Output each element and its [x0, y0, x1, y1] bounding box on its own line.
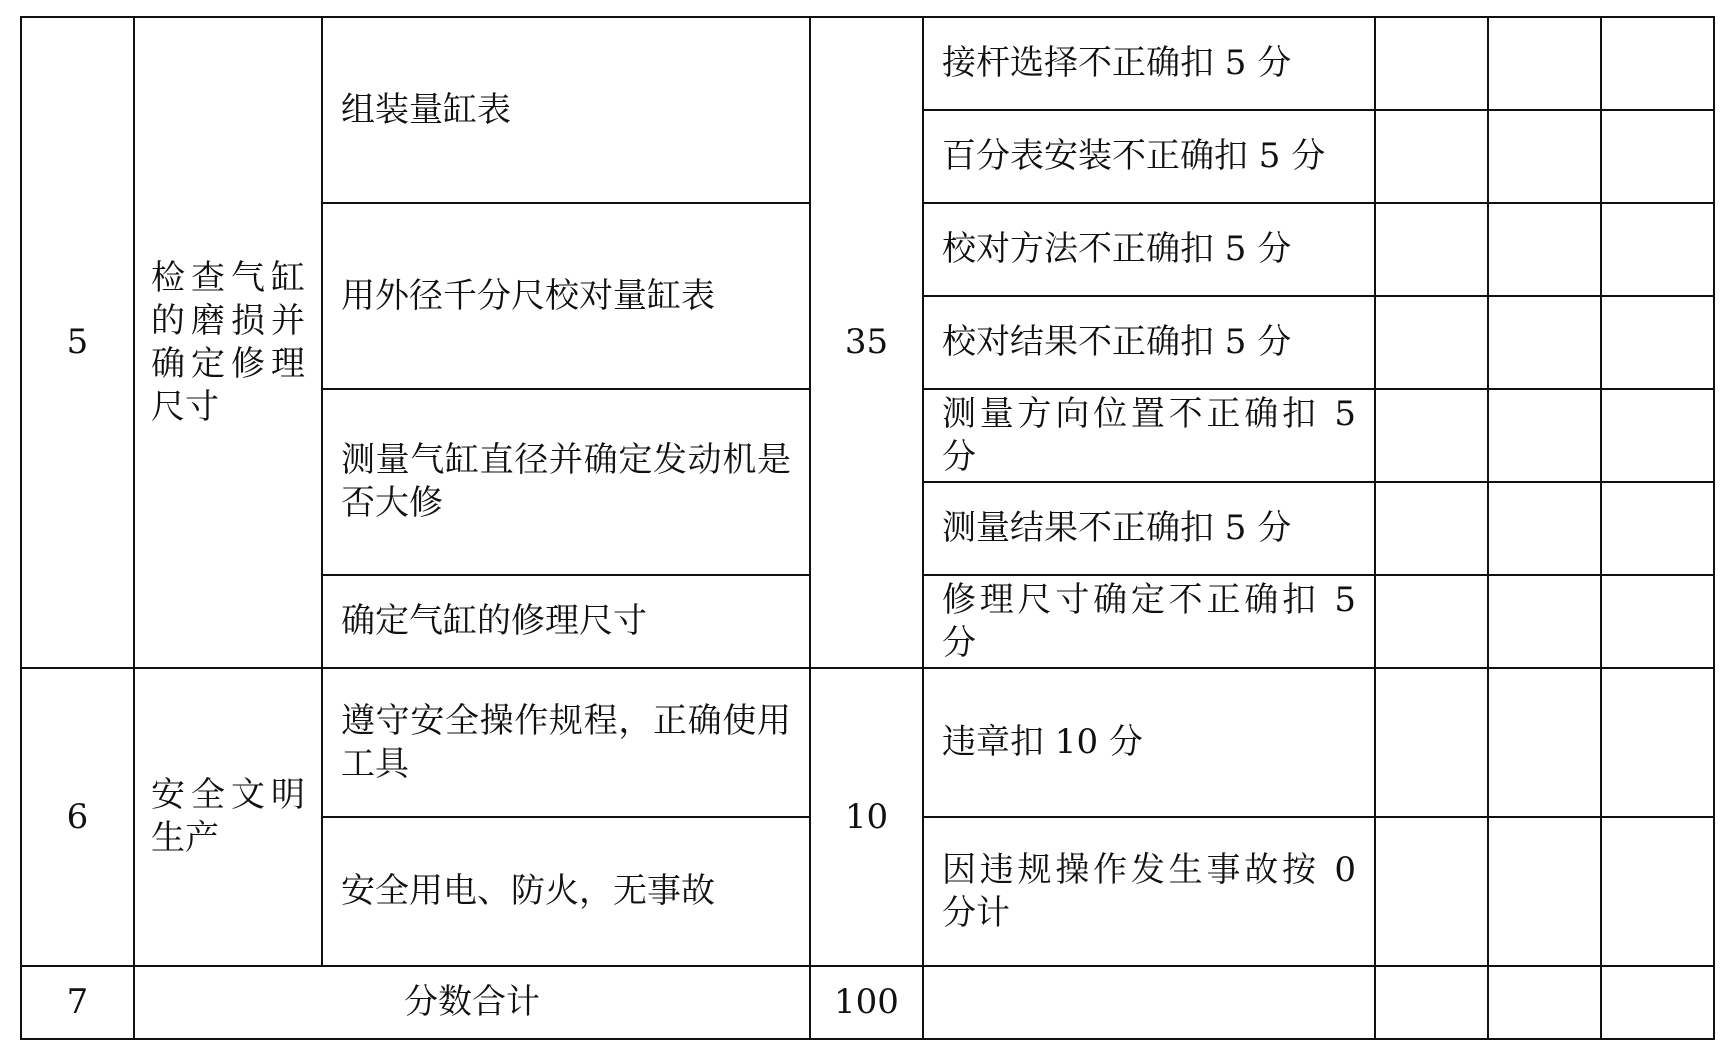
- blank-cell: [1601, 17, 1714, 110]
- scoring-criterion: 违章扣 10 分: [923, 668, 1375, 817]
- scoring-table: [20, 16, 1715, 1040]
- blank-cell: [1601, 296, 1714, 389]
- scoring-criterion: 接杆选择不正确扣 5 分: [923, 17, 1375, 110]
- blank-cell: [923, 966, 1375, 1039]
- total-label: 分数合计: [134, 966, 810, 1039]
- scoring-criterion: 因违规操作发生事故按 0 分计: [923, 817, 1375, 966]
- blank-cell: [1375, 482, 1488, 575]
- blank-cell: [1375, 389, 1488, 482]
- blank-cell: [1375, 296, 1488, 389]
- item-content: 用外径千分尺校对量缸表: [322, 203, 810, 389]
- table-row: [21, 668, 1714, 817]
- blank-cell: [1488, 966, 1601, 1039]
- blank-cell: [1601, 668, 1714, 817]
- scoring-criterion: 百分表安装不正确扣 5 分: [923, 110, 1375, 203]
- blank-cell: [1601, 110, 1714, 203]
- blank-cell: [1601, 817, 1714, 966]
- blank-cell: [1375, 17, 1488, 110]
- total-score: 100: [810, 966, 923, 1039]
- blank-cell: [1488, 668, 1601, 817]
- blank-cell: [1488, 110, 1601, 203]
- blank-cell: [1601, 575, 1714, 668]
- scoring-criterion: 测量结果不正确扣 5 分: [923, 482, 1375, 575]
- item-number: 5: [21, 17, 134, 668]
- blank-cell: [1488, 296, 1601, 389]
- blank-cell: [1601, 203, 1714, 296]
- item-content: 确定气缸的修理尺寸: [322, 575, 810, 668]
- blank-cell: [1601, 482, 1714, 575]
- blank-cell: [1375, 817, 1488, 966]
- blank-cell: [1601, 966, 1714, 1039]
- blank-cell: [1601, 389, 1714, 482]
- blank-cell: [1488, 203, 1601, 296]
- scoring-criterion: 校对结果不正确扣 5 分: [923, 296, 1375, 389]
- blank-cell: [1488, 389, 1601, 482]
- item-number: 6: [21, 668, 134, 966]
- blank-cell: [1488, 482, 1601, 575]
- item-content: 遵守安全操作规程，正确使用工具: [322, 668, 810, 817]
- blank-cell: [1375, 575, 1488, 668]
- scoring-criterion: 校对方法不正确扣 5 分: [923, 203, 1375, 296]
- item-content: 组装量缸表: [322, 17, 810, 203]
- blank-cell: [1375, 203, 1488, 296]
- item-score: 10: [810, 668, 923, 966]
- blank-cell: [1375, 668, 1488, 817]
- blank-cell: [1488, 817, 1601, 966]
- total-number: 7: [21, 966, 134, 1039]
- table-row: [21, 17, 1714, 110]
- blank-cell: [1488, 575, 1601, 668]
- item-score: 35: [810, 17, 923, 668]
- blank-cell: [1488, 17, 1601, 110]
- scoring-criterion: 测量方向位置不正确扣 5 分: [923, 389, 1375, 482]
- blank-cell: [1375, 110, 1488, 203]
- scoring-criterion: 修理尺寸确定不正确扣 5 分: [923, 575, 1375, 668]
- total-row: [21, 966, 1714, 1039]
- blank-cell: [1375, 966, 1488, 1039]
- item-name: 安全文明生产: [134, 668, 322, 966]
- item-content: 测量气缸直径并确定发动机是否大修: [322, 389, 810, 575]
- item-name: 检查气缸的磨损并确定修理尺寸: [134, 17, 322, 668]
- item-content: 安全用电、防火，无事故: [322, 817, 810, 966]
